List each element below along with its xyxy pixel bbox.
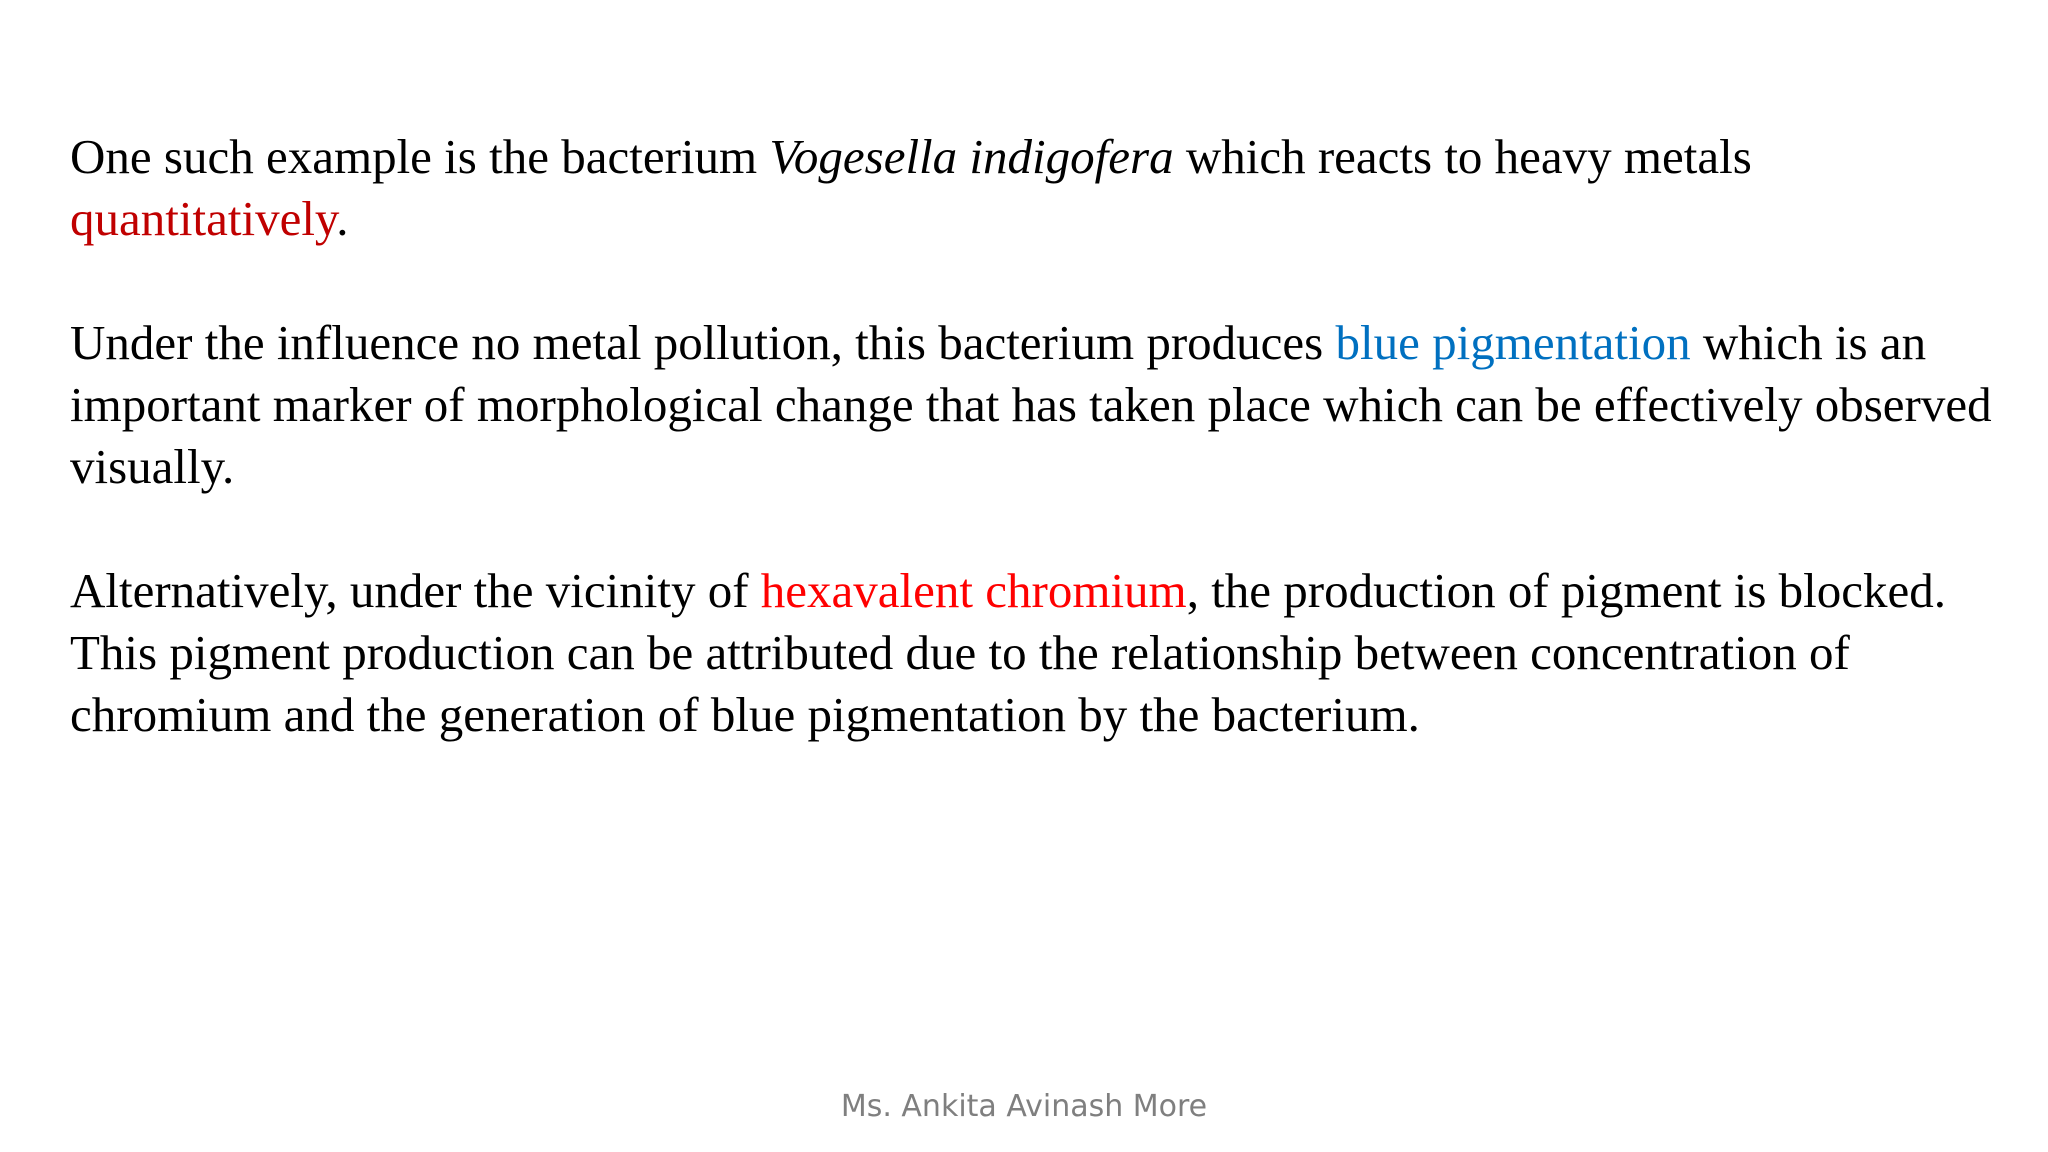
slide-body <box>70 126 2000 808</box>
highlight-hexavalent-chromium: hexavalent chromium <box>760 563 1187 618</box>
highlight-quantitatively: quantitatively <box>70 191 337 246</box>
p1-text-1: One such example is the bacterium <box>70 129 770 184</box>
p3-text-1: Alternatively, under the vicinity of <box>70 563 761 618</box>
species-name: Vogesella indigofera <box>769 129 1174 184</box>
p3-text-2: , the production of pigment is blocked. This pigment production can be attributed due to the relationship between concentration of chromium and the generation of blue pigmentation by the bacterium. <box>70 563 1947 742</box>
p1-text-3: . <box>336 191 349 246</box>
p2-text-2: which is an important marker of morphological change that has taken place which can be effectively observed visually. <box>70 315 1992 494</box>
paragraph-hexavalent-chromium <box>70 560 2000 746</box>
p1-text-2: which reacts to heavy metals <box>1173 129 1752 184</box>
p2-text-1: Under the influence no metal pollution, this bacterium produces <box>70 315 1336 370</box>
slide-footer-author: Ms. Ankita Avinash More <box>840 1089 1208 1124</box>
paragraph-vogesella-example <box>70 126 2000 250</box>
highlight-blue-pigmentation: blue pigmentation <box>1335 315 1691 370</box>
paragraph-blue-pigmentation <box>70 312 2000 498</box>
